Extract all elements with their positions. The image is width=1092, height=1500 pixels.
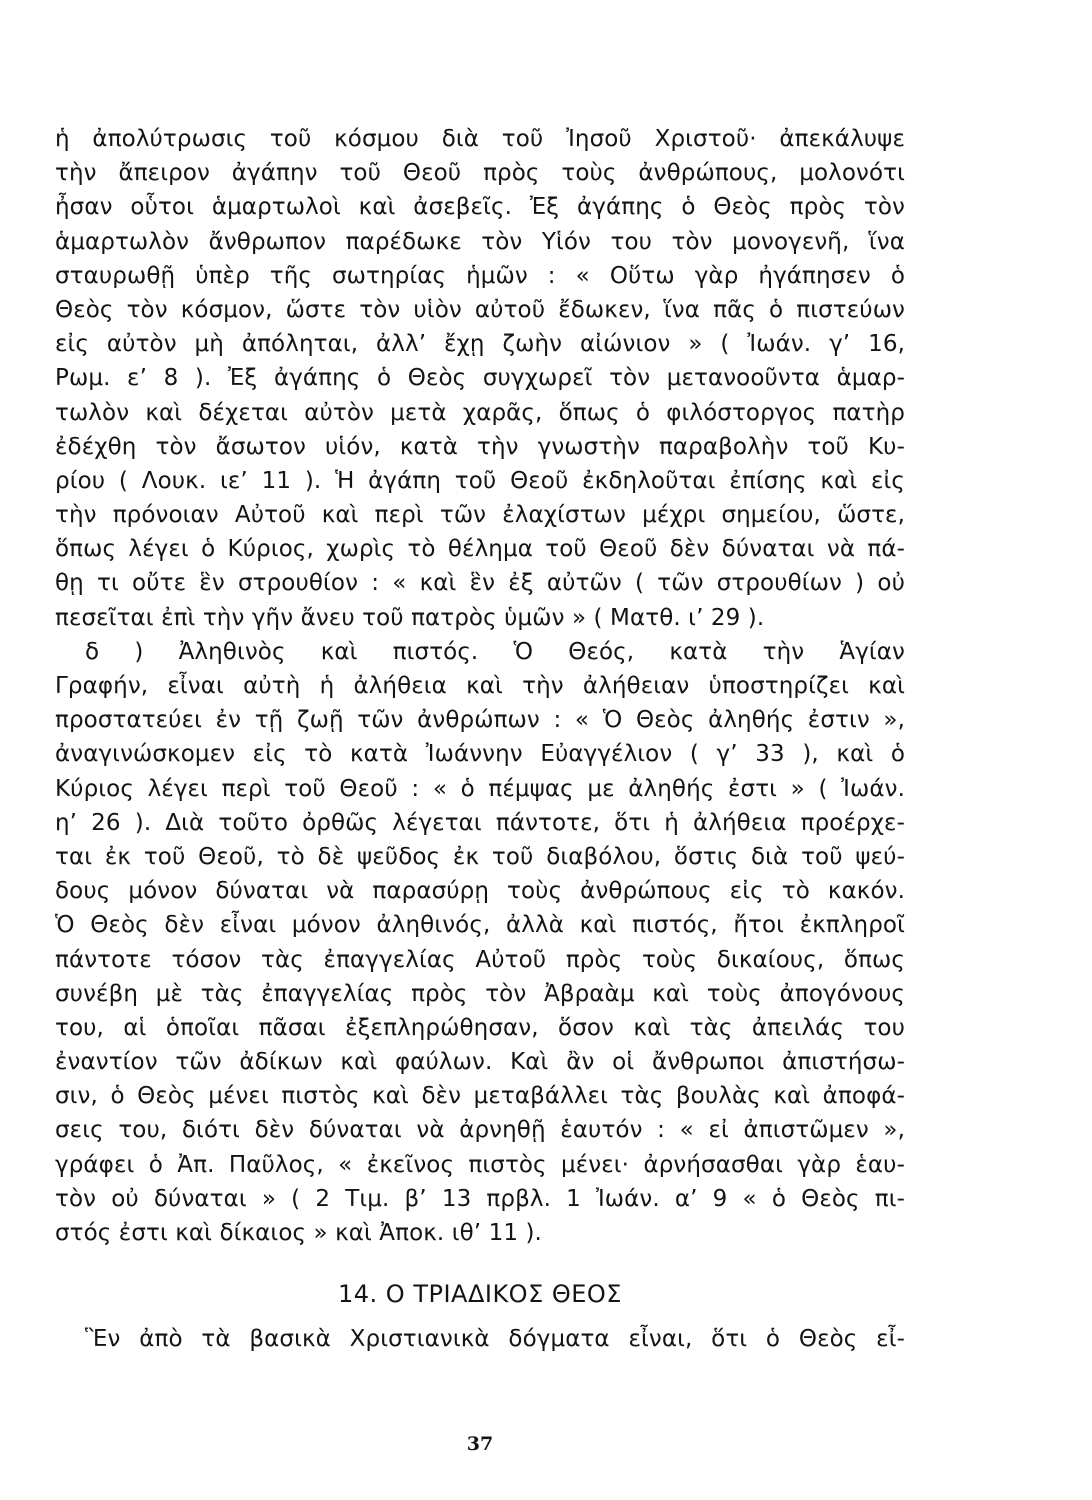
text-line: πάντοτε τόσον τὰς ἐπαγγελίας Αὐτοῦ πρὸς τοὺς δικαίους, ὅπως [55, 946, 905, 973]
text-line: ὅπως λέγει ὁ Κύριος, χωρὶς τὸ θέλημα τοῦ Θεοῦ δὲν δύναται νὰ πά- [55, 536, 905, 563]
section-first-line: Ἓν ἀπὸ τὰ βασικὰ Χριστιανικὰ δόγματα εἶναι, ὅτι ὁ Θεὸς εἶ- [85, 1326, 905, 1353]
page-body [55, 122, 905, 1356]
text-line: του, αἱ ὁποῖαι πᾶσαι ἐξεπληρώθησαν, ὅσον καὶ τὰς ἀπειλάς του [55, 1014, 905, 1041]
text-line: Θεὸς τὸν κόσμον, ὥστε τὸν υἱὸν αὐτοῦ ἔδωκεν, ἵνα πᾶς ὁ πιστεύων [55, 296, 905, 323]
text-line: τωλὸν καὶ δέχεται αὐτὸν μετὰ χαρᾶς, ὅπως ὁ φιλόστοργος πατὴρ [55, 399, 905, 426]
text-line: Ρωμ. ε’ 8 ). Ἐξ ἀγάπης ὁ Θεὸς συγχωρεῖ τὸν μετανοοῦντα ἁμαρ- [55, 365, 905, 392]
text-line: ἐναντίον τῶν ἀδίκων καὶ φαύλων. Καὶ ἂν οἱ ἄνθρωποι ἀπιστήσω- [55, 1049, 905, 1076]
section-heading: 14. Ο ΤΡΙΑΔΙΚΟΣ ΘΕΟΣ [338, 1280, 622, 1309]
text-line: Γραφήν, εἶναι αὐτὴ ἡ ἀλήθεια καὶ τὴν ἀλήθειαν ὑποστηρίζει καὶ [55, 673, 905, 699]
text-line: προστατεύει ἐν τῇ ζωῇ τῶν ἀνθρώπων : « Ὁ Θεὸς ἀληθής ἐστιν », [55, 707, 905, 734]
text-line: η’ 26 ). Διὰ τοῦτο ὀρθῶς λέγεται πάντοτε, ὅτι ἡ ἀλήθεια προέρχε- [55, 809, 905, 836]
text-line: εἰς αὐτὸν μὴ ἀπόληται, ἀλλ’ ἔχῃ ζωὴν αἰώνιον » ( Ἰωάν. γ’ 16, [55, 331, 905, 358]
text-line: συνέβη μὲ τὰς ἐπαγγελίας πρὸς τὸν Ἀβραὰμ καὶ τοὺς ἀπογόνους [55, 980, 905, 1007]
subsection-line: δ ) Ἀληθινὸς καὶ πιστός. Ὁ Θεός, κατὰ τὴν Ἁγίαν [85, 638, 905, 665]
text-line: ἡ ἀπολύτρωσις τοῦ κόσμου διὰ τοῦ Ἰησοῦ Χριστοῦ· ἀπεκάλυψε [55, 126, 905, 152]
text-line: σιν, ὁ Θεὸς μένει πιστὸς καὶ δὲν μεταβάλλει τὰς βουλὰς καὶ ἀποφά- [55, 1083, 905, 1110]
text-line: σταυρωθῇ ὑπὲρ τῆς σωτηρίας ἡμῶν : « Οὕτω γὰρ ἠγάπησεν ὁ [55, 262, 905, 289]
text-line: τὴν ἄπειρον ἀγάπην τοῦ Θεοῦ πρὸς τοὺς ἀνθρώπους, μολονότι [55, 160, 905, 187]
text-line: ἦσαν οὗτοι ἁμαρτωλοὶ καὶ ἀσεβεῖς. Ἐξ ἀγάπης ὁ Θεὸς πρὸς τὸν [55, 194, 905, 221]
text-line: ρίου ( Λουκ. ιε’ 11 ). Ἡ ἀγάπη τοῦ Θεοῦ ἐκδηλοῦται ἐπίσης καὶ εἰς [55, 467, 905, 494]
text-line: γράφει ὁ Ἀπ. Παῦλος, « ἐκεῖνος πιστὸς μένει· ἀρνήσασθαι γὰρ ἑαυ- [55, 1151, 905, 1178]
text-line: δους μόνον δύναται νὰ παρασύρῃ τοὺς ἀνθρώπους εἰς τὸ κακόν. [55, 878, 905, 905]
page-number: 37 [466, 1433, 494, 1455]
text-line: τὸν οὐ δύναται » ( 2 Τιμ. β’ 13 πρβλ. 1 Ἰωάν. α’ 9 « ὁ Θεὸς πι- [55, 1185, 905, 1212]
text-line: ται ἐκ τοῦ Θεοῦ, τὸ δὲ ψεῦδος ἐκ τοῦ διαβόλου, ὅστις διὰ τοῦ ψεύ- [55, 843, 905, 870]
text-line: σεις του, διότι δὲν δύναται νὰ ἀρνηθῇ ἑαυτόν : « εἰ ἀπιστῶμεν », [55, 1117, 905, 1144]
text-line: πεσεῖται ἐπὶ τὴν γῆν ἄνευ τοῦ πατρὸς ὑμῶν » ( Ματθ. ι’ 29 ). [55, 604, 765, 631]
text-line: ἁμαρτωλὸν ἄνθρωπον παρέδωκε τὸν Υἱόν του τὸν μονογενῆ, ἵνα [55, 228, 905, 255]
text-line: θῃ τι οὔτε ἓν στρουθίον : « καὶ ἓν ἐξ αὐτῶν ( τῶν στρουθίων ) οὐ [55, 570, 905, 597]
section-gap [55, 1250, 905, 1274]
text-line: τὴν πρόνοιαν Αὐτοῦ καὶ περὶ τῶν ἐλαχίστων μέχρι σημείου, ὥστε, [55, 502, 905, 529]
text-line: Ὁ Θεὸς δὲν εἶναι μόνον ἀληθινός, ἀλλὰ καὶ πιστός, ἤτοι ἐκπληροῖ [55, 912, 905, 939]
text-line: ἀναγινώσκομεν εἰς τὸ κατὰ Ἰωάννην Εὐαγγέλιον ( γ’ 33 ), καὶ ὁ [55, 741, 905, 768]
text-line: ἐδέχθη τὸν ἄσωτον υἱόν, κατὰ τὴν γνωστὴν παραβολὴν τοῦ Κυ- [55, 433, 905, 460]
text-line: Κύριος λέγει περὶ τοῦ Θεοῦ : « ὁ πέμψας με ἀληθής ἐστι » ( Ἰωάν. [55, 775, 905, 802]
text-line: στός ἐστι καὶ δίκαιος » καὶ Ἀποκ. ιθ’ 11 ). [55, 1220, 542, 1246]
